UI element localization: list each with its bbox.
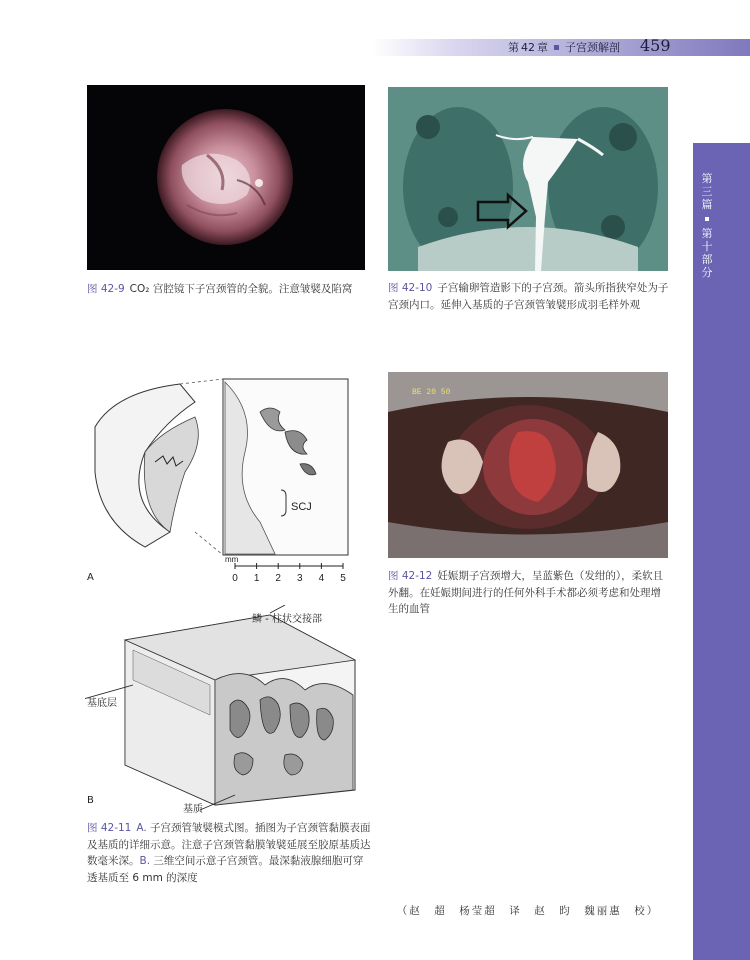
caption-text-b: 三维空间示意子宫颈管。最深黏液腺细胞可穿透基质至 6 mm 的深度 <box>87 855 364 884</box>
figure-number: 图 42-11 <box>87 822 132 834</box>
figure-42-11-caption <box>87 820 371 886</box>
separator-square <box>554 45 559 50</box>
page-number: 459 <box>640 36 671 55</box>
caption-text: CO₂ 宫腔镜下子宫颈管的全貌。注意皱襞及陷窝 <box>129 283 353 295</box>
figure-11-label-a: A <box>87 572 94 583</box>
figure-42-9-caption <box>87 281 369 298</box>
figure-number: 图 42-12 <box>388 570 433 582</box>
caption-text: 妊娠期子宫颈增大，呈蓝紫色（发绀的），柔软且外翻。在妊娠期间进行的任何外科手术都必须考虑和处理增生的血管 <box>388 570 664 615</box>
figure-42-11a-diagram <box>85 372 360 584</box>
scale-tick: 5 <box>340 573 346 584</box>
scale-unit: mm <box>225 555 239 564</box>
label-stroma: 基质 <box>183 804 203 815</box>
figure-42-10-image <box>388 87 668 271</box>
scale-tick: 1 <box>253 573 260 584</box>
chapter-title: 子宫颈解剖 <box>565 41 620 54</box>
label-junction: 鳞 - 柱状交接部 <box>252 614 322 625</box>
photo-timestamp: BE 20 50 <box>412 388 451 397</box>
caption-text-a: 子宫颈管皱襞模式图。插图为子宫颈管黏膜表面及基质的详细示意。注意子宫颈管黏膜皱襞延展至胶原基质达数毫米深。 <box>87 822 371 867</box>
running-header <box>508 39 620 56</box>
label-basal-layer: 基底层 <box>87 698 117 709</box>
part-b-marker: B. <box>139 855 151 867</box>
figure-42-12-image <box>388 372 668 558</box>
part-a-marker: A. <box>136 822 147 834</box>
side-tab-section: 第 十 部 分 <box>701 227 713 279</box>
scale-tick: 3 <box>297 573 303 584</box>
scale-tick: 2 <box>275 573 281 584</box>
figure-42-10-caption <box>388 280 670 313</box>
figure-number: 图 42-10 <box>388 282 433 294</box>
chapter-number: 42 <box>521 41 535 54</box>
chapter-prefix: 第 <box>508 41 519 54</box>
caption-text: 子宫输卵管造影下的子宫颈。箭头所指狭窄处为子宫颈内口。延伸入基质的子宫颈管皱襞形成羽毛样外观 <box>388 282 669 311</box>
figure-11-label-b: B <box>87 795 94 806</box>
figure-42-11b-diagram <box>85 605 370 815</box>
chapter-suffix: 章 <box>537 41 548 54</box>
scj-label: SCJ <box>291 501 312 513</box>
side-tab-part: 第 三 篇 <box>701 172 713 211</box>
translator-credits: （赵 超 杨莹超 译 赵 昀 魏丽惠 校） <box>396 905 660 917</box>
scale-tick: 4 <box>318 573 325 584</box>
figure-42-9-image <box>87 85 365 270</box>
side-tab-label <box>699 172 715 279</box>
scale-tick: 0 <box>232 573 238 584</box>
side-tab-dot <box>705 217 709 221</box>
figure-42-12-caption <box>388 568 670 618</box>
figure-number: 图 42-9 <box>87 283 125 295</box>
